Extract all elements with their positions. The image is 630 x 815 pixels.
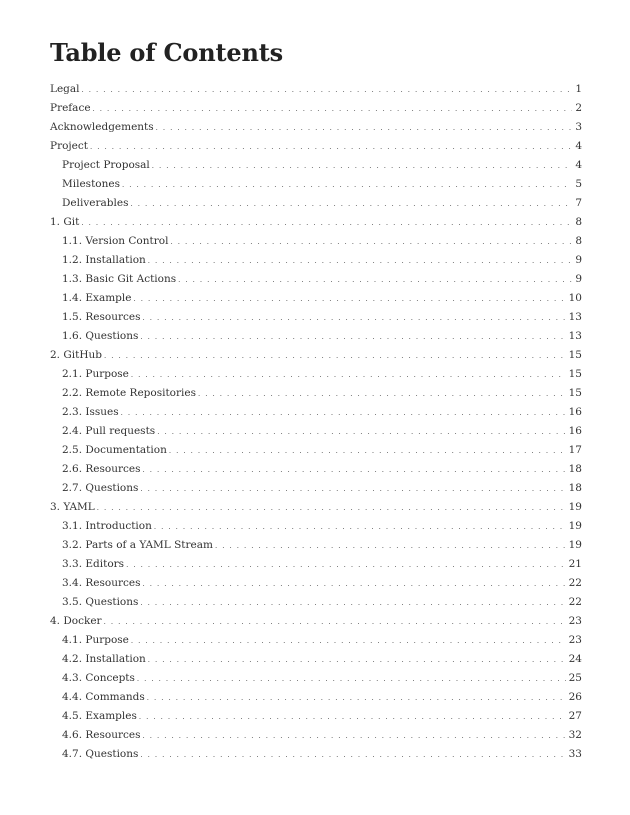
toc-entry-label: 4.2. Installation xyxy=(62,653,146,665)
toc-dot-leader xyxy=(81,214,572,233)
toc-page-number: 3 xyxy=(575,121,582,133)
toc-page-number: 8 xyxy=(575,216,582,228)
toc-page-number: 26 xyxy=(568,691,582,703)
toc-entry[interactable] xyxy=(50,726,582,745)
toc-entry[interactable] xyxy=(50,574,582,593)
toc-page-number: 9 xyxy=(575,273,582,285)
toc-entry[interactable] xyxy=(50,555,582,574)
toc-entry[interactable] xyxy=(50,745,582,764)
toc-page-number: 24 xyxy=(568,653,582,665)
toc-dot-leader xyxy=(142,309,565,328)
toc-page-number: 19 xyxy=(568,539,582,551)
toc-dot-leader xyxy=(93,100,573,119)
toc-dot-leader xyxy=(140,480,565,499)
toc-entry[interactable] xyxy=(50,707,582,726)
toc-entry[interactable] xyxy=(50,384,582,403)
toc-entry[interactable] xyxy=(50,498,582,517)
toc-entry-label: 2.5. Documentation xyxy=(62,444,167,456)
toc-page-number: 2 xyxy=(575,102,582,114)
toc-entry-label: Project Proposal xyxy=(62,159,150,171)
toc-dot-leader xyxy=(215,537,566,556)
toc-entry-label: 2.7. Questions xyxy=(62,482,139,494)
toc-dot-leader xyxy=(97,499,566,518)
toc-entry-label: 3.5. Questions xyxy=(62,596,139,608)
toc-entry[interactable] xyxy=(50,80,582,99)
toc-dot-leader xyxy=(140,594,565,613)
toc-entry[interactable] xyxy=(50,593,582,612)
toc-list xyxy=(50,80,582,764)
toc-page-number: 25 xyxy=(568,672,582,684)
toc-page-number: 7 xyxy=(575,197,582,209)
toc-entry-label: 1.2. Installation xyxy=(62,254,146,266)
toc-dot-leader xyxy=(157,423,565,442)
toc-entry-label: 3.1. Introduction xyxy=(62,520,152,532)
toc-entry[interactable] xyxy=(50,213,582,232)
toc-entry[interactable] xyxy=(50,118,582,137)
toc-page-number: 1 xyxy=(575,83,582,95)
toc-entry[interactable] xyxy=(50,232,582,251)
toc-dot-leader xyxy=(178,271,572,290)
toc-dot-leader xyxy=(142,461,565,480)
toc-entry-label: 3.4. Resources xyxy=(62,577,141,589)
toc-page-number: 32 xyxy=(568,729,582,741)
toc-entry[interactable] xyxy=(50,327,582,346)
toc-page-number: 15 xyxy=(568,368,582,380)
toc-dot-leader xyxy=(148,651,566,670)
toc-entry-label: 1.6. Questions xyxy=(62,330,139,342)
toc-page-number: 13 xyxy=(568,311,582,323)
toc-page-number: 33 xyxy=(568,748,582,760)
toc-page-number: 9 xyxy=(575,254,582,266)
toc-entry[interactable] xyxy=(50,308,582,327)
toc-entry-label: 3.3. Editors xyxy=(62,558,125,570)
toc-entry-label: 3. YAML xyxy=(50,501,95,513)
toc-page-number: 17 xyxy=(568,444,582,456)
toc-entry[interactable] xyxy=(50,422,582,441)
toc-page-number: 10 xyxy=(568,292,582,304)
toc-page-number: 22 xyxy=(568,577,582,589)
toc-entry-label: 4. Docker xyxy=(50,615,102,627)
toc-page-number: 15 xyxy=(568,387,582,399)
toc-entry-label: 1.5. Resources xyxy=(62,311,141,323)
toc-entry-label: 1.3. Basic Git Actions xyxy=(62,273,177,285)
toc-entry[interactable] xyxy=(50,479,582,498)
toc-dot-leader xyxy=(140,746,565,765)
toc-dot-leader xyxy=(147,689,566,708)
toc-dot-leader xyxy=(154,518,566,537)
toc-entry[interactable] xyxy=(50,536,582,555)
toc-dot-leader xyxy=(137,670,566,689)
toc-entry-label: 4.5. Examples xyxy=(62,710,137,722)
toc-entry-label: 2.6. Resources xyxy=(62,463,141,475)
toc-dot-leader xyxy=(133,290,565,309)
toc-dot-leader xyxy=(131,366,566,385)
toc-dot-leader xyxy=(169,442,566,461)
toc-dot-leader xyxy=(142,727,565,746)
toc-entry-label: 2.2. Remote Repositories xyxy=(62,387,196,399)
toc-entry[interactable] xyxy=(50,688,582,707)
toc-entry[interactable] xyxy=(50,289,582,308)
toc-entry-label: Legal xyxy=(50,83,80,95)
toc-page-number: 27 xyxy=(568,710,582,722)
toc-entry-label: Acknowledgements xyxy=(50,121,154,133)
toc-entry[interactable] xyxy=(50,346,582,365)
toc-dot-leader xyxy=(121,404,566,423)
toc-page-number: 21 xyxy=(568,558,582,570)
toc-dot-leader xyxy=(104,347,566,366)
toc-dot-leader xyxy=(82,81,573,100)
toc-page-number: 19 xyxy=(568,520,582,532)
toc-dot-leader xyxy=(122,176,572,195)
toc-dot-leader xyxy=(142,575,565,594)
toc-dot-leader xyxy=(156,119,573,138)
toc-page-number: 16 xyxy=(568,406,582,418)
toc-dot-leader xyxy=(130,195,572,214)
toc-entry-label: 4.6. Resources xyxy=(62,729,141,741)
page-title: Table of Contents xyxy=(50,38,283,67)
toc-entry[interactable] xyxy=(50,631,582,650)
toc-entry[interactable] xyxy=(50,156,582,175)
toc-entry[interactable] xyxy=(50,137,582,156)
toc-page-number: 8 xyxy=(575,235,582,247)
toc-dot-leader xyxy=(131,632,566,651)
toc-dot-leader xyxy=(139,708,566,727)
toc-entry-label: 1.4. Example xyxy=(62,292,132,304)
toc-entry[interactable] xyxy=(50,460,582,479)
toc-entry[interactable] xyxy=(50,251,582,270)
toc-page-number: 23 xyxy=(568,634,582,646)
toc-entry[interactable] xyxy=(50,175,582,194)
toc-entry-label: 2.4. Pull requests xyxy=(62,425,156,437)
toc-page-number: 4 xyxy=(575,159,582,171)
toc-entry[interactable] xyxy=(50,365,582,384)
toc-entry-label: 4.3. Concepts xyxy=(62,672,135,684)
toc-page-number: 13 xyxy=(568,330,582,342)
toc-page-number: 18 xyxy=(568,463,582,475)
toc-entry-label: 1. Git xyxy=(50,216,80,228)
toc-dot-leader xyxy=(152,157,573,176)
toc-page-number: 23 xyxy=(568,615,582,627)
toc-page-number: 4 xyxy=(575,140,582,152)
toc-dot-leader xyxy=(90,138,572,157)
toc-entry-label: 2.3. Issues xyxy=(62,406,119,418)
toc-entry-label: Preface xyxy=(50,102,91,114)
toc-page-number: 18 xyxy=(568,482,582,494)
toc-entry[interactable] xyxy=(50,669,582,688)
toc-entry[interactable] xyxy=(50,270,582,289)
toc-entry[interactable] xyxy=(50,517,582,536)
toc-entry[interactable] xyxy=(50,650,582,669)
toc-entry[interactable] xyxy=(50,612,582,631)
toc-entry-label: 4.7. Questions xyxy=(62,748,139,760)
toc-page-number: 15 xyxy=(568,349,582,361)
toc-entry-label: 4.1. Purpose xyxy=(62,634,129,646)
toc-entry[interactable] xyxy=(50,403,582,422)
toc-page-number: 22 xyxy=(568,596,582,608)
toc-page-number: 19 xyxy=(568,501,582,513)
toc-entry-label: Milestones xyxy=(62,178,120,190)
toc-dot-leader xyxy=(148,252,573,271)
toc-entry-label: 1.1. Version Control xyxy=(62,235,169,247)
toc-dot-leader xyxy=(170,233,572,252)
toc-entry-label: 3.2. Parts of a YAML Stream xyxy=(62,539,213,551)
toc-entry-label: 2.1. Purpose xyxy=(62,368,129,380)
toc-entry-label: 2. GitHub xyxy=(50,349,102,361)
toc-entry-label: 4.4. Commands xyxy=(62,691,145,703)
toc-entry-label: Deliverables xyxy=(62,197,129,209)
toc-entry[interactable] xyxy=(50,441,582,460)
toc-entry[interactable] xyxy=(50,194,582,213)
toc-dot-leader xyxy=(198,385,566,404)
toc-dot-leader xyxy=(140,328,565,347)
toc-page-number: 5 xyxy=(575,178,582,190)
toc-dot-leader xyxy=(104,613,566,632)
toc-entry[interactable] xyxy=(50,99,582,118)
toc-dot-leader xyxy=(126,556,566,575)
toc-entry-label: Project xyxy=(50,140,88,152)
toc-page-number: 16 xyxy=(568,425,582,437)
